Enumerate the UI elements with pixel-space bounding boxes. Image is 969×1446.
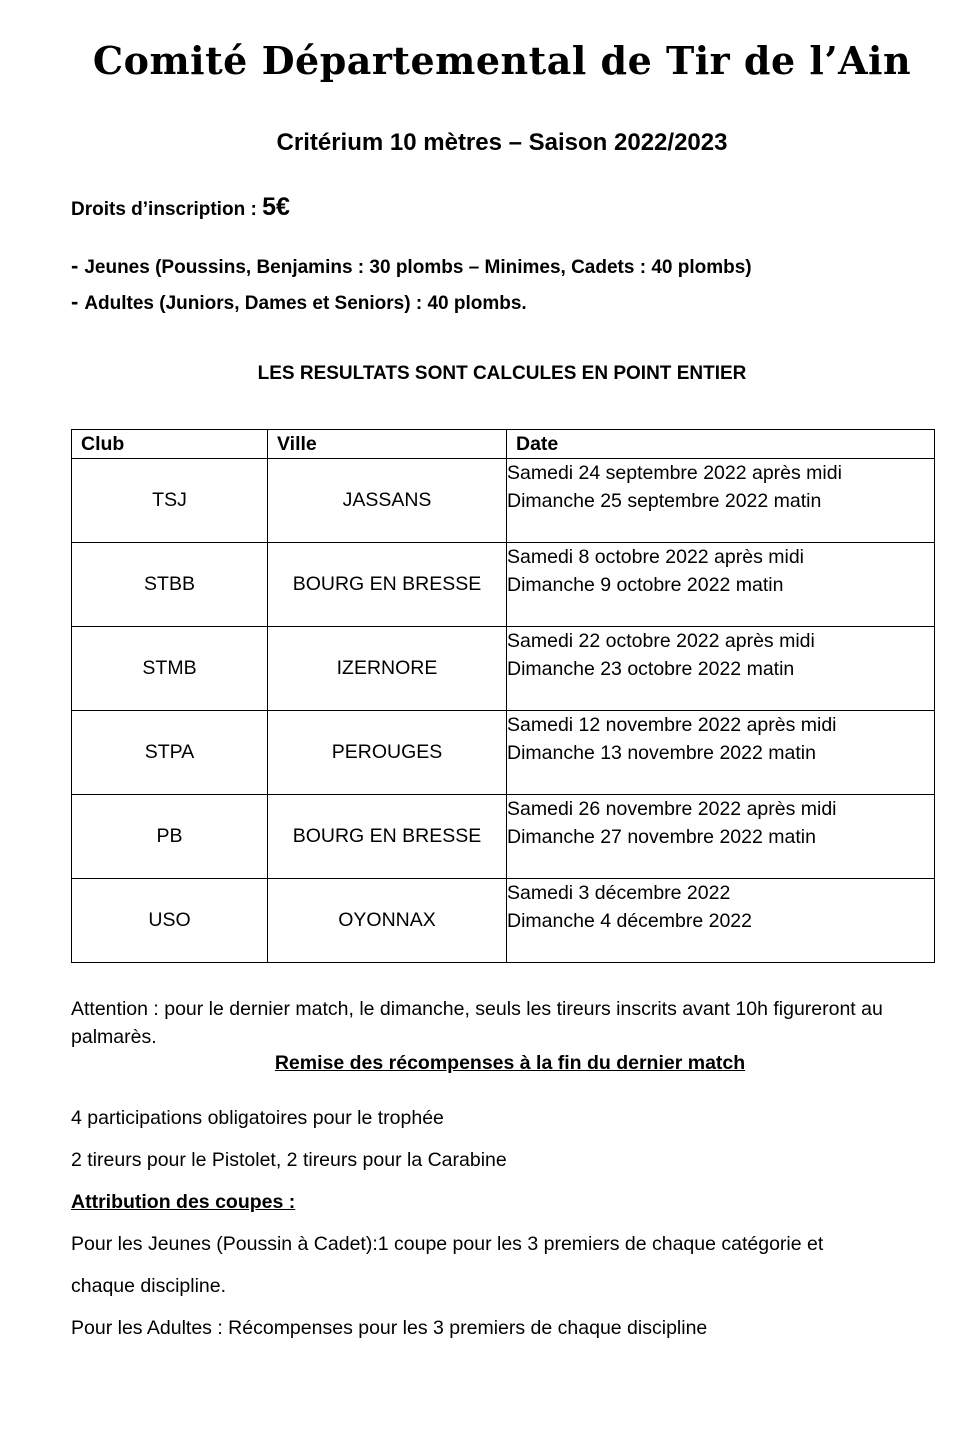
- club-cell: STBB: [72, 543, 268, 627]
- document-subtitle: Critérium 10 mètres – Saison 2022/2023: [276, 129, 728, 156]
- attention-note: Attention : pour le dernier match, le dimanche, seuls les tireurs inscrits avant 10h figureront au palmarès.: [71, 998, 883, 1048]
- results-notice: LES RESULTATS SONT CALCULES EN POINT ENTIER: [257, 363, 747, 384]
- club-cell: USO: [72, 879, 268, 963]
- club-cell: STMB: [72, 627, 268, 711]
- category-item-youth: [71, 253, 752, 279]
- category-text: Jeunes (Poussins, Benjamins : 30 plombs – Minimes, Cadets : 40 plombs): [84, 257, 752, 278]
- date-saturday: Samedi 3 décembre 2022: [507, 882, 731, 904]
- youth-cups-rule-continued: chaque discipline.: [71, 1275, 227, 1297]
- date-sunday: Dimanche 4 décembre 2022: [507, 910, 752, 932]
- date-sunday: Dimanche 27 novembre 2022 matin: [507, 826, 816, 848]
- date-cell: [507, 795, 935, 879]
- date-sunday: Dimanche 23 octobre 2022 matin: [507, 658, 795, 680]
- city-cell: PEROUGES: [268, 711, 507, 795]
- youth-cups-rule: Pour les Jeunes (Poussin à Cadet):1 coupe pour les 3 premiers de chaque catégorie et: [71, 1233, 824, 1255]
- bullet-dash: -: [71, 253, 79, 278]
- city-cell: BOURG EN BRESSE: [268, 543, 507, 627]
- club-cell: STPA: [72, 711, 268, 795]
- column-header-date: Date: [507, 430, 935, 459]
- participations-rule: 4 participations obligatoires pour le trophée: [71, 1107, 444, 1129]
- category-text: Adultes (Juniors, Dames et Seniors) : 40 plombs.: [84, 293, 527, 314]
- category-item-adults: [71, 289, 527, 315]
- schedule-table: [71, 429, 935, 963]
- shooters-rule: 2 tireurs pour le Pistolet, 2 tireurs pour la Carabine: [71, 1149, 507, 1171]
- date-saturday: Samedi 12 novembre 2022 après midi: [507, 714, 837, 736]
- column-header-club: Club: [72, 430, 268, 459]
- table-row: [72, 627, 935, 711]
- table-row: [72, 711, 935, 795]
- city-cell: IZERNORE: [268, 627, 507, 711]
- table-row: [72, 459, 935, 543]
- date-saturday: Samedi 24 septembre 2022 après midi: [507, 462, 842, 484]
- date-saturday: Samedi 8 octobre 2022 après midi: [507, 546, 805, 568]
- awards-heading: Remise des récompenses à la fin du dernier match: [274, 1052, 746, 1074]
- document-title: Comité Départemental de Tir de l’Ain: [92, 38, 912, 83]
- date-sunday: Dimanche 25 septembre 2022 matin: [507, 490, 822, 512]
- registration-fee-label: Droits d’inscription :: [71, 199, 263, 220]
- registration-fee: [71, 193, 290, 222]
- date-cell: [507, 879, 935, 963]
- adults-awards-rule: Pour les Adultes : Récompenses pour les 3 premiers de chaque discipline: [71, 1317, 708, 1339]
- bullet-dash: -: [71, 289, 79, 314]
- club-cell: PB: [72, 795, 268, 879]
- table-row: [72, 879, 935, 963]
- city-cell: BOURG EN BRESSE: [268, 795, 507, 879]
- registration-fee-amount: 5€: [262, 193, 290, 221]
- table-header-row: [72, 430, 935, 459]
- date-cell: [507, 711, 935, 795]
- date-cell: [507, 543, 935, 627]
- table-row: [72, 543, 935, 627]
- table-row: [72, 795, 935, 879]
- date-cell: [507, 459, 935, 543]
- cups-heading: Attribution des coupes :: [71, 1191, 296, 1213]
- date-cell: [507, 627, 935, 711]
- column-header-ville: Ville: [268, 430, 507, 459]
- date-sunday: Dimanche 9 octobre 2022 matin: [507, 574, 784, 596]
- city-cell: OYONNAX: [268, 879, 507, 963]
- city-cell: JASSANS: [268, 459, 507, 543]
- date-saturday: Samedi 22 octobre 2022 après midi: [507, 630, 815, 652]
- date-saturday: Samedi 26 novembre 2022 après midi: [507, 798, 837, 820]
- date-sunday: Dimanche 13 novembre 2022 matin: [507, 742, 816, 764]
- club-cell: TSJ: [72, 459, 268, 543]
